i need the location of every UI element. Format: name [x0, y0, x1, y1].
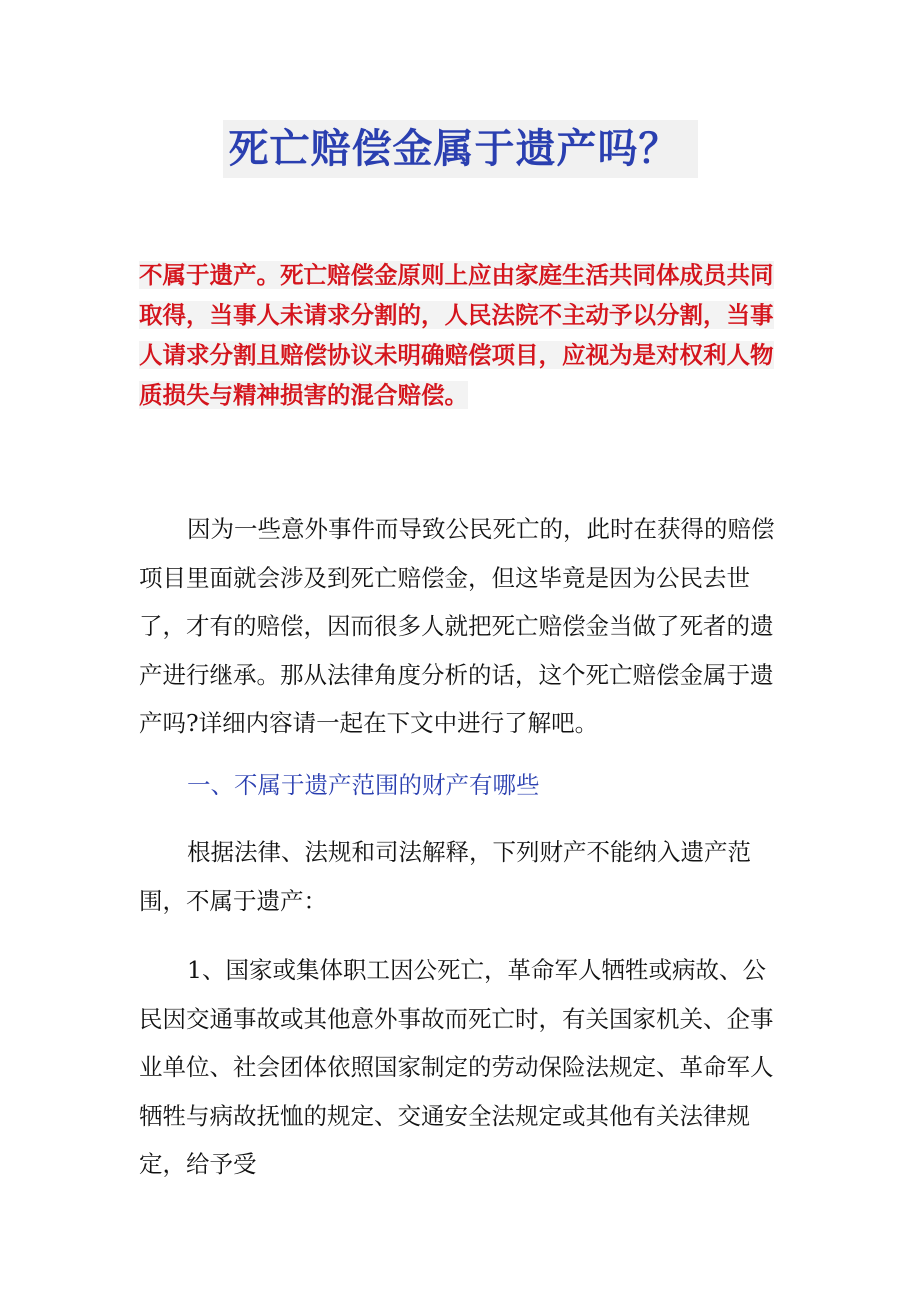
section-lead-paragraph: 根据法律、法规和司法解释，下列财产不能纳入遗产范围，不属于遗产： [139, 838, 751, 915]
summary-answer [139, 255, 789, 415]
page-title: 死亡赔偿金属于遗产吗？ [223, 120, 698, 178]
intro-paragraph: 因为一些意外事件而导致公民死亡的，此时在获得的赔偿项目里面就会涉及到死亡赔偿金，但这毕竟是因为公民去世了，才有的赔偿，因而很多人就把死亡赔偿金当做了死者的遗产进行继承。那从法律角度分析的话，这个死亡赔偿金属于遗产吗?详细内容请一起在下文中进行了解吧。 [139, 515, 775, 737]
section-heading: 一、不属于遗产范围的财产有哪些 [187, 771, 540, 799]
list-item-1: 1、国家或集体职工因公死亡，革命军人牺牲或病故、公民因交通事故或其他意外事故而死亡时，有关国家机关、企事业单位、社会团体依照国家制定的劳动保险法规定、革命军人牺牲与病故抚恤的规定、交通安全法规定或其他有关法律规定，给予受 [139, 956, 774, 1178]
summary-text: 不属于遗产。死亡赔偿金原则上应由家庭生活共同体成员共同取得，当事人未请求分割的，人民法院不主动予以分割，当事人请求分割且赔偿协议未明确赔偿项目，应视为是对权利人物质损失与精神损害的混合赔偿。 [139, 261, 774, 409]
title-container [0, 120, 920, 178]
